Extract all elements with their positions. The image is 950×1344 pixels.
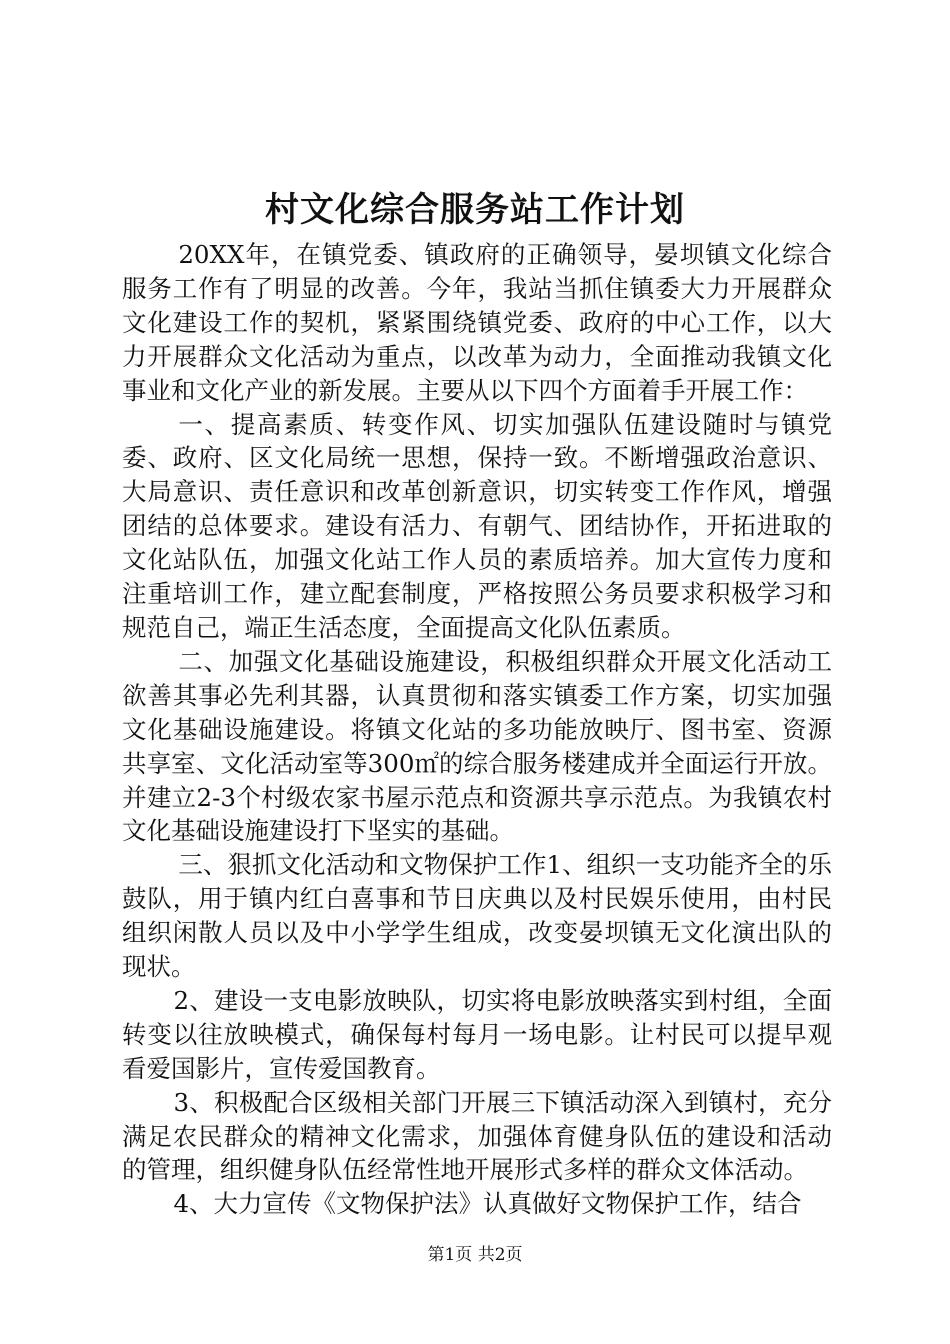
paragraph-item-3: 3、积极配合区级相关部门开展三下镇活动深入到镇村，充分满足农民群众的精神文化需求，加强体育健身队伍的建设和活动的管理，组织健身队伍经常性地开展形式多样的群众文体活动。	[122, 1087, 832, 1185]
paragraph-item-4: 4、大力宣传《文物保护法》认真做好文物保护工作，结合	[173, 1189, 802, 1219]
paragraph-section-2: 二、加强文化基础设施建设，积极组织群众开展文化活动工欲善其事必先利其器，认真贯彻和落实镇委工作方案，切实加强文化基础设施建设。将镇文化站的多功能放映厅、图书室、资源共享室、文化活动室等300㎡的综合服务楼建成并全面运行开放。并建立2-3个村级农家书屋示范点和资源共享示范点。为我镇农村文化基础设施建设打下坚实的基础。	[122, 646, 832, 846]
paragraph-section-3: 三、狠抓文化活动和文物保护工作1、组织一支功能齐全的乐鼓队，用于镇内红白喜事和节日庆典以及村民娱乐使用，由村民组织闲散人员以及中小学学生组成，改变晏坝镇无文化演出队的现状。	[122, 850, 832, 982]
paragraph-section-1: 一、提高素质、转变作风、切实加强队伍建设随时与镇党委、政府、区文化局统一思想，保持一致。不断增强政治意识、大局意识、责任意识和改革创新意识，切实转变工作作风，增强团结的总体要求。建设有活力、有朝气、团结协作，开拓进取的文化站队伍，加强文化站工作人员的素质培养。加大宣传力度和注重培训工作，建立配套制度，严格按照公务员要求积极学习和规范自己，端正生活态度，全面提高文化队伍素质。	[122, 409, 832, 642]
document-body	[122, 238, 832, 1221]
paragraph-item-2: 2、建设一支电影放映队，切实将电影放映落实到村组，全面转变以往放映模式，确保每村每月一场电影。让村民可以提早观看爱国影片，宣传爱国教育。	[122, 985, 832, 1083]
document-title: 村文化综合服务站工作计划	[265, 190, 685, 230]
page-footer: 第1页 共2页	[427, 1245, 523, 1265]
paragraph-intro: 20XX年，在镇党委、镇政府的正确领导，晏坝镇文化综合服务工作有了明显的改善。今年，我站当抓住镇委大力开展群众文化建设工作的契机，紧紧围绕镇党委、政府的中心工作，以大力开展群众文化活动为重点，以改革为动力，全面推动我镇文化事业和文化产业的新发展。主要从以下四个方面着手开展工作：	[122, 240, 832, 405]
